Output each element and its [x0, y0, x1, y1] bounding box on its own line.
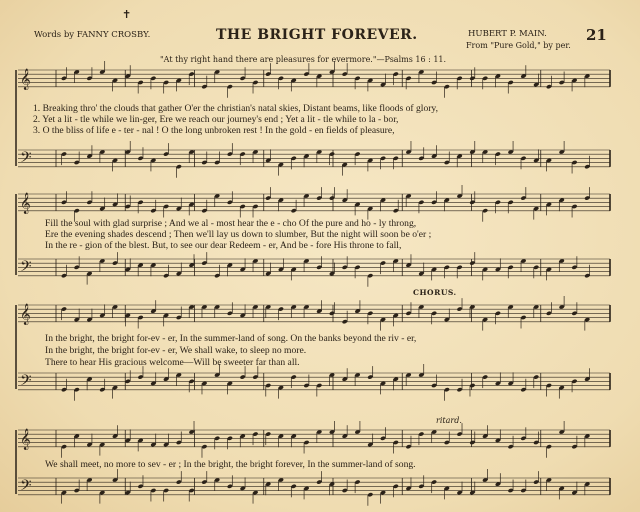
chorus-label: CHORUS.	[413, 288, 457, 297]
chorus-line: In the bright, the bright for-ev - er, In the summer-land of song. On the banks beyond the riv - er,	[45, 333, 417, 344]
source-credit: From "Pure Gold," by per.	[466, 41, 571, 50]
verse-3-line: 3. O the bliss of life e - ter - nal ! O the long unbroken rest ! In the gold - en fields of pleasure,	[33, 125, 395, 136]
treble-clef: 𝄞	[20, 304, 31, 325]
scripture-epigraph: "At thy right hand there are pleasures for evermore."—Psalms 16 : 11.	[160, 55, 447, 64]
chorus-line: There to hear His gracious welcome—Will be sweeter far than all.	[45, 357, 300, 368]
verse-3-line: In the re - gion of the blest. But, to see our dear Redeem - er, And be - fore His throne to fall,	[45, 240, 402, 251]
treble-clef: 𝄞	[20, 429, 31, 450]
verse-2-line: 2. Yet a lit - tle while we lin-ger, Ere we reach our journey's end ; Yet a lit - tle while to la - bor,	[33, 114, 399, 125]
hymn-title: THE BRIGHT FOREVER.	[216, 27, 418, 43]
verse-2-line: Ere the evening shades descend ; Then we'll lay us down to slumber, But the night will soon be o'er ;	[45, 229, 432, 240]
ritard-mark: ritard.	[436, 416, 462, 425]
page-number: 21	[586, 26, 607, 44]
bass-clef: 𝄢	[20, 477, 32, 498]
treble-clef: 𝄞	[20, 193, 31, 214]
lyricist-credit: Words by FANNY CROSBY.	[34, 30, 151, 40]
chorus-line: We shall meet, no more to sev - er ; In the bright, the bright forever, In the summer-land of song.	[45, 459, 416, 470]
composer-credit: HUBERT P. MAIN.	[468, 29, 547, 39]
treble-clef: 𝄞	[20, 69, 31, 90]
verse-1-line: 1. Breaking thro' the clouds that gather O'er the christian's natal skies, Distant beams, like floods of glory,	[33, 103, 439, 114]
bass-clef: 𝄢	[20, 149, 32, 170]
bass-clef: 𝄢	[20, 372, 32, 393]
bass-clef: 𝄢	[20, 258, 32, 279]
verse-1-line: Fill the soul with glad surprise ; And we al - most hear the e - cho Of the pure and ho - ly throng,	[45, 218, 417, 229]
chorus-line: In the bright, the bright for-ev - er, We shall wake, to sleep no more.	[45, 345, 307, 356]
ornament-mark: ✝	[122, 8, 132, 21]
